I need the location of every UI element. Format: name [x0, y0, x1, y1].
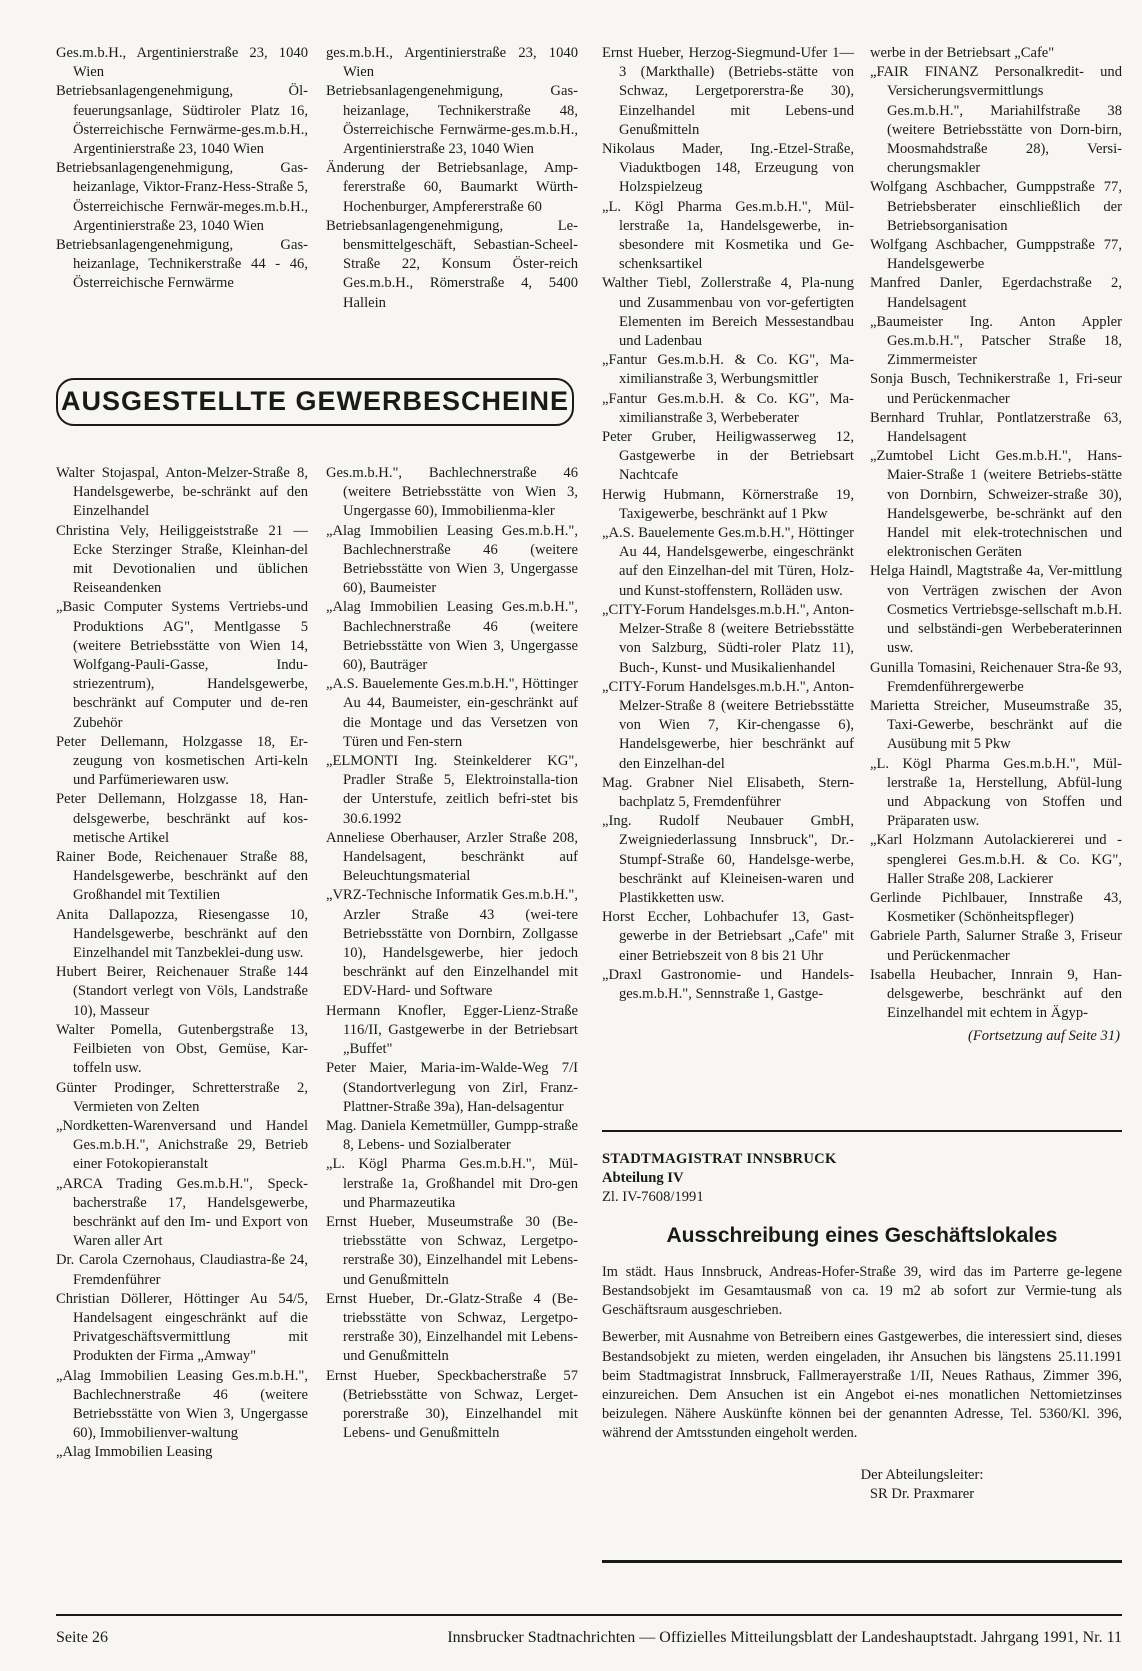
list-item: „A.S. Bauelemente Ges.m.b.H.", Höttinger Au 44, Baumeister, ein-geschränkt auf die Montage und das Versetzen von Türen und Fen-stern — [326, 676, 578, 750]
list-item: Gunilla Tomasini, Reichenauer Stra-ße 93, Fremdenführergewerbe — [870, 659, 1122, 695]
notice-org: STADTMAGISTRAT INNSBRUCK — [602, 1151, 837, 1167]
list-item: Ernst Hueber, Dr.-Glatz-Straße 4 (Be-triebsstätte von Schwaz, Lergetpo-rerstraße 30), Einzelhandel mit Lebens- und Genußmitteln — [326, 1290, 578, 1365]
list-item: Mag. Daniela Kemetmüller, Gumpp-straße 8, Lebens- und Sozialberater — [326, 1117, 578, 1154]
list-item: Betriebsanlagengenehmigung, Öl-feuerungsanlage, Südtiroler Platz 16, Österreichische Fernwärme-ges.m.b.H., Argentinierstraße 23, 1040 Wien — [56, 83, 308, 158]
list-item: „Nordketten-Warenversand und Handel Ges.m.b.H.", Anichstraße 29, Betrieb einer Fotokopieranstalt — [56, 1117, 308, 1173]
list-item: Günter Prodinger, Schretterstraße 2, Vermieten von Zelten — [56, 1079, 308, 1115]
list-item: Betriebsanlagengenehmigung, Gas-heizanlage, Technikerstraße 48, Österreichische Fernwärme-ges.m.b.H., Argentinierstraße 23, 1040 Wien — [326, 83, 578, 158]
section-heading-box — [56, 378, 574, 426]
list-item: „VRZ-Technische Informatik Ges.m.b.H.", Arzler Straße 43 (wei-tere Betriebsstätte von Dornbirn, Zollgasse 10), Handelsgewerbe, hier jedoch beschränkt auf den Einzelhandel mit EDV-Hard- und Software — [326, 887, 578, 1000]
section-column-4 — [870, 44, 1122, 1047]
notice-signature — [602, 1466, 1122, 1504]
list-item: „FAIR FINANZ Personalkredit- und Versicherungsvermittlungs Ges.m.b.H.", Mariahilfstraße 38 (weitere Betriebsstätte von Dorn-birn, Moosmahdstraße 28), Versi-cherungsmakler — [870, 64, 1122, 177]
section-column-4-list — [870, 44, 1122, 1023]
list-item: „Ing. Rudolf Neubauer GmbH, Zweigniederlassung Innsbruck", Dr.-Stumpf-Straße 60, Handelsge-werbe, beschränkt auf Kleineisen-waren und Plastikketten usw. — [602, 813, 854, 906]
list-item: „ARCA Trading Ges.m.b.H.", Speck-bacherstraße 17, Handelsgewerbe, beschränkt auf den Im- und Export von Waren aller Art — [56, 1175, 308, 1250]
page-footer — [56, 1628, 1122, 1647]
list-item: Peter Dellemann, Holzgasse 18, Han-delsgewerbe, beschränkt auf kos-metische Artikel — [56, 791, 308, 846]
list-item: werbe in der Betriebsart „Cafe" — [870, 45, 1055, 61]
section-column-2 — [326, 464, 578, 1443]
list-item: Betriebsanlagengenehmigung, Le-bensmittelgeschäft, Sebastian-Scheel-Straße 22, Konsum Öster-reich Ges.m.b.H., Römerstraße 4, 5400 Hallein — [326, 217, 578, 311]
list-item: „L. Kögl Pharma Ges.m.b.H.", Mül-lerstraße 1a, Herstellung, Abfül-lung und Abpackung von Stoffen und Präparaten usw. — [870, 755, 1122, 830]
list-item: Änderung der Betriebsanlage, Amp-fererstraße 60, Baumarkt Würth-Hochenburger, Ampfererstraße 60 — [326, 160, 578, 215]
notice — [602, 1150, 1122, 1504]
list-item: „Fantur Ges.m.b.H. & Co. KG", Ma-ximilianstraße 3, Werbeberater — [602, 390, 854, 426]
list-item: Rainer Bode, Reichenauer Straße 88, Handelsgewerbe, beschränkt auf den Großhandel mit Textilien — [56, 849, 308, 904]
list-item: „Karl Holzmann Autolackiererei und -spenglerei Ges.m.b.H. & Co. KG", Haller Straße 208, Lackierer — [870, 832, 1122, 887]
list-item: Walter Pomella, Gutenbergstraße 13, Feilbieten von Obst, Gemüse, Kar-toffeln usw. — [56, 1021, 308, 1077]
notice-bottom-rule — [602, 1560, 1122, 1563]
list-item: Gabriele Parth, Salurner Straße 3, Friseur und Perückenmacher — [870, 928, 1122, 964]
list-item: Nikolaus Mader, Ing.-Etzel-Straße, Viaduktbogen 148, Erzeugung von Holzspielzeug — [602, 141, 854, 196]
list-item: Christina Vely, Heiliggeiststraße 21 — Ecke Sterzinger Straße, Kleinhan-del mit Devotionalien und üblichen Reiseandenken — [56, 522, 308, 597]
masthead: Innsbrucker Stadtnachrichten — Offizielles Mitteilungsblatt der Landeshauptstadt. Jahrgang 1991, Nr. 11 — [447, 1629, 1122, 1646]
top-column-2 — [326, 44, 578, 313]
list-item: Ernst Hueber, Speckbacherstraße 57 (Betriebsstätte von Schwaz, Lerget-porerstraße 30), Einzelhandel mit Lebens- und Genußmitteln — [326, 1367, 578, 1442]
list-item: Gerlinde Pichlbauer, Innstraße 43, Kosmetiker (Schönheitspfleger) — [870, 889, 1122, 926]
footer-rule — [56, 1614, 1122, 1616]
list-item: Isabella Heubacher, Innrain 9, Han-delsgewerbe, beschränkt auf den Einzelhandel mit echtem in Ägyp- — [870, 966, 1122, 1022]
list-item: „Alag Immobilien Leasing Ges.m.b.H.", Bachlechnerstraße 46 (weitere Betriebsstätte von Wien 3, Ungergasse 60), Bauträger — [326, 599, 578, 674]
list-item: „Alag Immobilien Leasing — [56, 1444, 213, 1461]
list-item: „L. Kögl Pharma Ges.m.b.H.", Mül-lerstraße 1a, Handelsgewerbe, in-sbesondere mit Kosmetika und Ge-schenksartikel — [602, 198, 854, 273]
list-item: Anita Dallapozza, Riesengasse 10, Handelsgewerbe, beschränkt auf den Einzelhandel mit Tanzbeklei-dung usw. — [56, 906, 308, 962]
list-item: Wolfgang Aschbacher, Gumppstraße 77, Handelsgewerbe — [870, 237, 1122, 273]
list-item: Herwig Hubmann, Körnerstraße 19, Taxigewerbe, beschränkt auf 1 Pkw — [602, 486, 854, 522]
section-column-1 — [56, 464, 308, 1463]
list-item: „Draxl Gastronomie- und Handels-ges.m.b.H.", Sennstraße 1, Gastge- — [602, 966, 854, 1002]
notice-dept: Abteilung IV — [602, 1170, 684, 1187]
list-item: Anneliese Oberhauser, Arzler Straße 208, Handelsagent, beschränkt auf Beleuchtungsmaterial — [326, 829, 578, 885]
list-item: Hermann Knofler, Egger-Lienz-Straße 116/II, Gastgewerbe in der Betriebsart „Buffet" — [326, 1002, 578, 1058]
list-item: Ges.m.b.H.", Bachlechnerstraße 46 (weitere Betriebsstätte von Wien 3, Ungergasse 60), Immobilienma-kler — [326, 465, 578, 520]
notice-para-2: Bewerber, mit Ausnahme von Betreibern eines Gastgewerbes, die interessiert sind, dieses Bestandsobjekt zu mieten, werden eingeladen, ihr Ansuchen bis längstens 25.11.1991 beim Stadtmagistrat Innsbruck, Fallmerayerstraße 1/II, Neues Rathaus, Zimmer 396, einzureichen. Dem Ansuchen ist ein Angebot ei-nes monatlichen Nettomietzinses beizulegen. Nähere Auskünfte können bei der genannten Adresse, Tel. 5360/Kl. 396, während der Amtsstunden eingeholt werden. — [602, 1329, 1122, 1442]
notice-ref: Zl. IV-7608/1991 — [602, 1189, 704, 1206]
continued-note: (Fortsetzung auf Seite 31) — [968, 1028, 1120, 1045]
list-item: „Basic Computer Systems Vertriebs-und Produktions AG", Mentlgasse 5 (weitere Betriebsstätte von Wien 14, Wolfgang-Pauli-Gasse, Indu-striezentrum), Handelsgewerbe, beschränkt auf Computer und de-ren Zubehör — [56, 599, 308, 731]
list-item: „ELMONTI Ing. Steinkelderer KG", Pradler Straße 5, Elektroinstalla-tion der Unterstufe, zeitlich befri-stet bis 30.6.1992 — [326, 753, 578, 827]
notice-sig-name: SR Dr. Praxmarer — [869, 1485, 975, 1502]
list-item: „CITY-Forum Handelsges.m.b.H.", Anton-Melzer-Straße 8 (weitere Betriebsstätte von Salzburg, Südti-roler Platz 11), Buch-, Kunst- und Musikalienhandel — [602, 601, 854, 676]
list-item: Walther Tiebl, Zollerstraße 4, Pla-nung und Zusammenbau von vor-gefertigten Elementen im Bereich Messestandbau und Ladenbau — [602, 275, 854, 350]
section-column-3 — [602, 44, 854, 1004]
list-item: „A.S. Bauelemente Ges.m.b.H.", Höttinger Au 44, Handelsgewerbe, eingeschränkt auf den Einzelhan-del mit Türen, Holz- und Kunst-stoffenstern, Rolläden usw. — [602, 525, 854, 599]
page-number: Seite 26 — [56, 1629, 108, 1646]
list-item: Peter Maier, Maria-im-Walde-Weg 7/I (Standortverlegung von Zirl, Franz-Plattner-Straße 39a), Han-delsagentur — [326, 1060, 578, 1115]
list-item: Walter Stojaspal, Anton-Melzer-Straße 8, Handelsgewerbe, be-schränkt auf den Einzelhandel — [56, 465, 308, 520]
list-item: „Zumtobel Licht Ges.m.b.H.", Hans-Maier-Straße 1 (weitere Betriebs-stätte von Dornbirn, Schweizer-straße 30), Handelsgewerbe, be-schränkt auf den Handel mit elek-trotechnischen und elektronischen Geräten — [870, 448, 1122, 561]
notice-para-1: Im städt. Haus Innsbruck, Andreas-Hofer-Straße 39, wird das im Parterre ge-legene Bestandsobjekt im Gesamtausmaß von ca. 19 m2 ab sofort zur Vermie-tung als Geschäftsraum ausgeschrieben. — [602, 1263, 1122, 1319]
list-item: Horst Eccher, Lohbachufer 13, Gast-gewerbe in der Betriebsart „Cafe" mit einer Betriebszeit von 8 bis 21 Uhr — [602, 909, 854, 964]
list-item: Peter Dellemann, Holzgasse 18, Er-zeugung von kosmetischen Arti-keln und Parfümeriewaren usw. — [56, 733, 308, 789]
list-item: Hubert Beirer, Reichenauer Straße 144 (Standort verlegt von Völs, Landstraße 10), Masseur — [56, 964, 308, 1019]
list-item: Peter Gruber, Heiligwasserweg 12, Gastgewerbe in der Betriebsart Nachtcafe — [602, 429, 854, 484]
list-item: ges.m.b.H., Argentinierstraße 23, 1040 Wien — [326, 45, 578, 81]
list-item: Marietta Streicher, Museumstraße 35, Taxi-Gewerbe, beschränkt auf die Ausübung mit 5 Pkw — [870, 697, 1122, 753]
list-item: Betriebsanlagengenehmigung, Gas-heizanlage, Viktor-Franz-Hess-Straße 5, Österreichische Fernwär-meges.m.b.H., Argentinierstraße 23, 1040 Wien — [56, 160, 308, 234]
list-item: Wolfgang Aschbacher, Gumppstraße 77, Betriebsberater einschließlich der Betriebsorganisation — [870, 179, 1122, 234]
list-item: Sonja Busch, Technikerstraße 1, Fri-seur und Perückenmacher — [870, 371, 1122, 407]
list-item: Helga Haindl, Magtstraße 4a, Ver-mittlung von Verträgen zwischen der Avon Cosmetics Vertriebsge-sellschaft m.b.H. und selbständi-gen Werbeberaterinnen usw. — [870, 563, 1122, 657]
list-item: Ernst Hueber, Museumstraße 30 (Be-triebsstätte von Schwaz, Lergetpo-rerstraße 30), Einzelhandel mit Lebens- und Genußmitteln — [326, 1213, 578, 1288]
list-item: „L. Kögl Pharma Ges.m.b.H.", Mül-lerstraße 1a, Großhandel mit Dro-gen und Pharmazeutika — [326, 1156, 578, 1211]
list-item: „Fantur Ges.m.b.H. & Co. KG", Ma-ximilianstraße 3, Werbungsmittler — [602, 352, 854, 388]
list-item: Ernst Hueber, Herzog-Siegmund-Ufer 1—3 (Markthalle) (Betriebs-stätte von Schwaz, Lergetporerstra-ße 30), Einzelhandel mit Lebens-und Genußmitteln — [602, 45, 854, 138]
list-item: „CITY-Forum Handelsges.m.b.H.", Anton-Melzer-Straße 8 (weitere Betriebsstätte von Wien 7, Kir-chengasse 6), Handelsgewerbe, hier beschränkt auf den Einzelhan-del — [602, 678, 854, 772]
section-heading: AUSGESTELLTE GEWERBESCHEINE — [60, 386, 570, 417]
list-item: „Alag Immobilien Leasing Ges.m.b.H.", Bachlechnerstraße 46 (weitere Betriebsstätte von Wien 3, Ungergasse 60), Immobilienver-waltung — [56, 1367, 308, 1442]
notice-title: Ausschreibung eines Geschäftslokales — [666, 1223, 1058, 1247]
list-item: „Alag Immobilien Leasing Ges.m.b.H.", Bachlechnerstraße 46 (weitere Betriebsstätte von Wien 3, Ungergasse 60), Baumeister — [326, 522, 578, 597]
list-item: Dr. Carola Czernohaus, Claudiastra-ße 24, Fremdenführer — [56, 1252, 308, 1288]
list-item: Betriebsanlagengenehmigung, Gas-heizanlage, Technikerstraße 44 - 46, Österreichische Fernwärme — [56, 237, 308, 292]
notice-sig-role: Der Abteilungsleiter: — [860, 1466, 984, 1483]
list-item: Christian Döllerer, Höttinger Au 54/5, Handelsagent eingeschränkt auf die Privatgeschäftsvermittlung mit Produkten der Firma „Amway" — [56, 1290, 308, 1365]
list-item: Ges.m.b.H., Argentinierstraße 23, 1040 Wien — [56, 45, 308, 81]
list-item: Manfred Danler, Egerdachstraße 2, Handelsagent — [870, 275, 1122, 311]
list-item: „Baumeister Ing. Anton Appler Ges.m.b.H.", Patscher Straße 18, Zimmermeister — [870, 313, 1122, 369]
list-item: Mag. Grabner Niel Elisabeth, Stern-bachplatz 5, Fremdenführer — [602, 774, 854, 810]
list-item: Bernhard Truhlar, Pontlatzerstraße 63, Handelsagent — [870, 409, 1122, 446]
notice-top-rule — [602, 1130, 1122, 1132]
top-column-1 — [56, 44, 308, 294]
